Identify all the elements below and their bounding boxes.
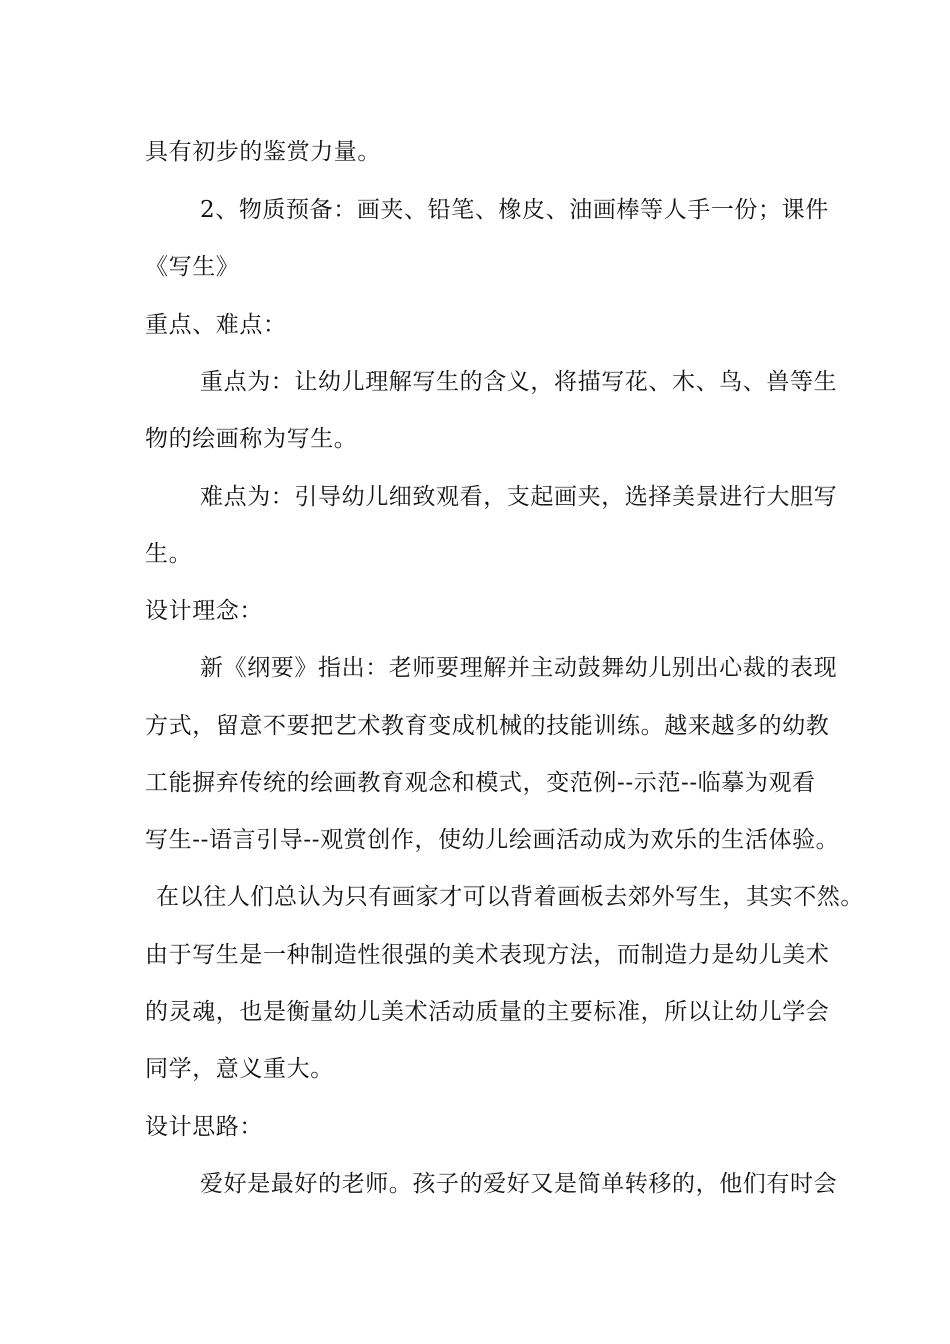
- section-heading: 重点、难点：: [145, 312, 287, 338]
- text-line: 生。: [145, 541, 193, 567]
- text-line: 方式，留意不要把艺术教育变成机械的技能训练。越来越多的幼教: [145, 713, 830, 739]
- text-line: 在以往人们总认为只有画家才可以背着画板去郊外写生，其实不然。: [156, 884, 864, 910]
- text-line: 《写生》: [145, 254, 240, 280]
- text-line: 工能摒弃传统的绘画教育观念和模式，变范例--示范--临摹为观看: [145, 770, 816, 796]
- text-line: 重点为：让幼儿理解写生的含义，将描写花、木、鸟、兽等生: [200, 369, 838, 395]
- section-heading: 设计思路：: [145, 1114, 263, 1140]
- text-line: 由于写生是一种制造性很强的美术表现方法，而制造力是幼儿美术: [145, 942, 830, 968]
- text-line: 的灵魂，也是衡量幼儿美术活动质量的主要标准，所以让幼儿学会: [145, 999, 830, 1025]
- section-heading: 设计理念：: [145, 598, 263, 624]
- text-line: 同学，意义重大。: [145, 1056, 334, 1082]
- text-line: 2、物质预备：画夹、铅笔、橡皮、油画棒等人手一份；课件: [200, 197, 829, 223]
- text-line: 物的绘画称为写生。: [145, 426, 358, 452]
- text-line: 新《纲要》指出：老师要理解并主动鼓舞幼儿别出心裁的表现: [200, 655, 838, 681]
- text-line: 难点为：引导幼儿细致观看，支起画夹，选择美景进行大胆写: [200, 484, 838, 510]
- text-line: 写生--语言引导--观赏创作，使幼儿绘画活动成为欢乐的生活体验。: [145, 827, 840, 853]
- text-line: 爱好是最好的老师。孩子的爱好又是简单转移的，他们有时会: [200, 1171, 838, 1197]
- text-line: 具有初步的鉴赏力量。: [145, 139, 381, 165]
